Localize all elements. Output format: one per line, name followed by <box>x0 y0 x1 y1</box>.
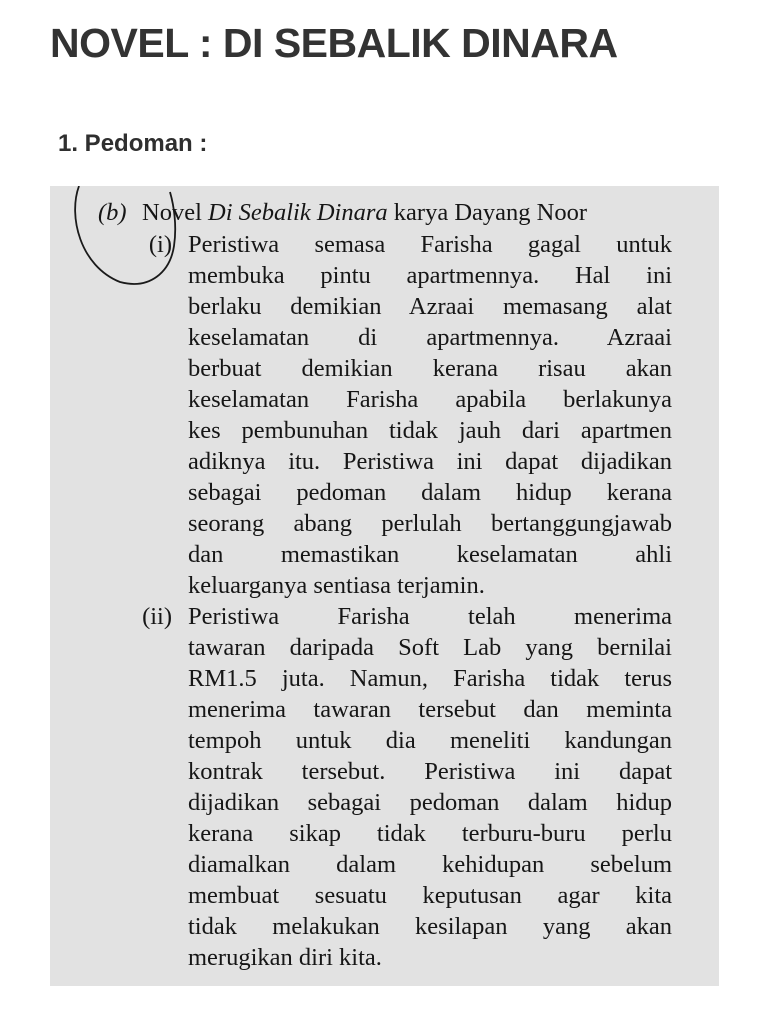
text-line: tawaran daripada Soft Lab yang bernilai <box>188 634 672 661</box>
text-line: Peristiwa semasa Farisha gagal untuk <box>188 231 672 258</box>
text-line: kontrak tersebut. Peristiwa ini dapat <box>188 758 672 785</box>
text-line: tidak melakukan kesilapan yang akan <box>188 913 672 940</box>
text-line: menerima tawaran tersebut dan meminta <box>188 696 672 723</box>
text-line: dijadikan sebagai pedoman dalam hidup <box>188 789 672 816</box>
text-line: RM1.5 juta. Namun, Farisha tidak terus <box>188 665 672 692</box>
text-line: membuat sesuatu keputusan agar kita <box>188 882 672 909</box>
text-line: diamalkan dalam kehidupan sebelum <box>188 851 672 878</box>
item-marker-ii: (ii) <box>142 603 172 630</box>
text-line: membuka pintu apartmennya. Hal ini <box>188 262 672 289</box>
text-line: keselamatan Farisha apabila berlakunya <box>188 386 672 413</box>
section-label-b: (b) <box>98 199 127 226</box>
text-line: kes pembunuhan tidak jauh dari apartmen <box>188 417 672 444</box>
text-line: keselamatan di apartmennya. Azraai <box>188 324 672 351</box>
text-line: berlaku demikian Azraai memasang alat <box>188 293 672 320</box>
text-line: dan memastikan keselamatan ahli <box>188 541 672 568</box>
scanned-page-image <box>50 186 719 986</box>
text-line: seorang abang perlulah bertanggungjawab <box>188 510 672 537</box>
text-line: keluarganya sentiasa terjamin. <box>188 572 485 599</box>
section-heading: 1. Pedoman : <box>58 130 208 157</box>
text-line: Peristiwa Farisha telah menerima <box>188 603 672 630</box>
item-marker-i: (i) <box>148 231 172 258</box>
text-line: kerana sikap tidak terburu-buru perlu <box>188 820 672 847</box>
text-line: merugikan diri kita. <box>188 944 382 971</box>
text-line: sebagai pedoman dalam hidup kerana <box>188 479 672 506</box>
text-line: adiknya itu. Peristiwa ini dapat dijadikan <box>188 448 672 475</box>
page-title: NOVEL : DI SEBALIK DINARA <box>50 20 618 66</box>
text-line: tempoh untuk dia meneliti kandungan <box>188 727 672 754</box>
novel-heading: Novel Di Sebalik Dinara karya Dayang Noor <box>142 199 587 226</box>
text-line: berbuat demikian kerana risau akan <box>188 355 672 382</box>
